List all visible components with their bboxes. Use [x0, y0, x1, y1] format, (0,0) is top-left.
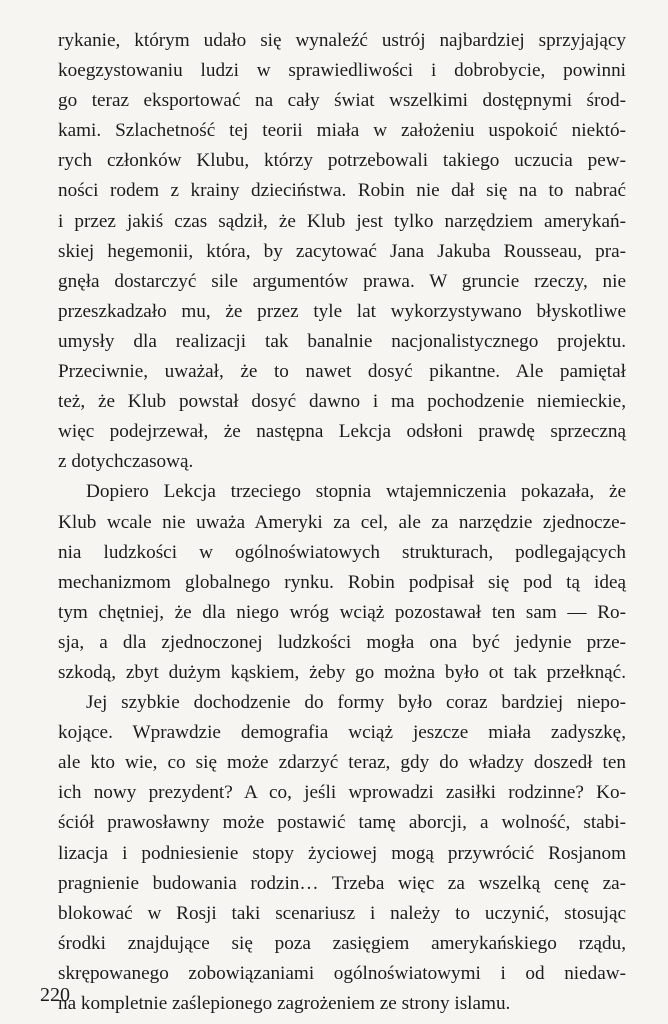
text-line: sja, a dla zjednoczonej ludzkości mogła ona być jedynie prze- [58, 631, 626, 653]
text-line: skrępowanego zobowiązaniami ogólnoświatowymi i od niedaw- [58, 962, 626, 984]
text-line: skiej hegemonii, która, by zacytować Jana Jakuba Rousseau, pra- [58, 240, 626, 262]
text-line: tym chętniej, że dla niego wróg wciąż pozostawał ten sam — Ro- [58, 601, 626, 623]
text-line: mechanizmom globalnego rynku. Robin podpisał się pod tą ideą [58, 571, 626, 593]
text-line: ich nowy prezydent? A co, jeśli wprowadzi zasiłki rodzinne? Ko- [58, 782, 626, 804]
text-line: go teraz eksportować na cały świat wszelkimi dostępnymi środ- [58, 90, 626, 112]
text-line: Dopiero Lekcja trzeciego stopnia wtajemniczenia pokazała, że [86, 481, 626, 503]
text-line: szkodą, zbyt dużym kąskiem, żeby go można było ot tak przełknąć. [58, 661, 626, 683]
text-line: rych członków Klubu, którzy potrzebowali takiego uczucia pew- [58, 150, 626, 172]
text-line: też, że Klub powstał dosyć dawno i ma pochodzenie niemieckie, [58, 391, 626, 413]
text-line: Przeciwnie, uważał, że to nawet dosyć pikantne. Ale pamiętał [58, 361, 626, 383]
text-line: lizacja i podniesienie stopy życiowej mogą przywrócić Rosjanom [58, 842, 626, 864]
text-line: kojące. Wprawdzie demografia wciąż jeszcze miała zadyszkę, [58, 722, 626, 744]
paragraph [58, 26, 626, 477]
text-line: ściół prawosławny może postawić tamę aborcji, a wolność, stabi- [58, 812, 626, 834]
body-text [58, 26, 626, 1019]
text-line: Jej szybkie dochodzenie do formy było coraz bardziej niepo- [86, 692, 626, 714]
text-line: gnęła dostarczyć sile argumentów prawa. W gruncie rzeczy, nie [58, 270, 626, 292]
text-line: więc podejrzewał, że następna Lekcja odsłoni prawdę sprzeczną [58, 421, 626, 443]
paragraph [58, 688, 626, 1019]
text-line: pragnienie budowania rodzin… Trzeba więc za wszelką cenę za- [58, 872, 626, 894]
page-number: 220 [40, 984, 70, 1006]
text-line: ale kto wie, co się może zdarzyć teraz, gdy do władzy doszedł ten [58, 752, 626, 774]
text-line: środki znajdujące się poza zasięgiem amerykańskiego rządu, [58, 932, 626, 954]
text-line: koegzystowaniu ludzi w sprawiedliwości i dobrobycie, powinni [58, 60, 626, 82]
text-line: na kompletnie zaślepionego zagrożeniem ze strony islamu. [58, 993, 511, 1014]
text-line: Klub wcale nie uważa Ameryki za cel, ale za narzędzie zjednocze- [58, 511, 626, 533]
text-line: przeszkadzało mu, że przez tyle lat wykorzystywano błyskotliwe [58, 300, 626, 322]
paragraph [58, 477, 626, 688]
text-line: nia ludzkości w ogólnoświatowych strukturach, podlegających [58, 541, 626, 563]
text-line: kami. Szlachetność tej teorii miała w założeniu uspokoić niektó- [58, 120, 626, 142]
text-line: i przez jakiś czas sądził, że Klub jest tylko narzędziem amerykań- [58, 210, 626, 232]
text-line: blokować w Rosji taki scenariusz i należy to uczynić, stosując [58, 902, 626, 924]
text-line: umysły dla realizacji tak banalnie nacjonalistycznego projektu. [58, 330, 626, 352]
text-line: ności rodem z krainy dzieciństwa. Robin nie dał się na to nabrać [58, 180, 626, 202]
text-line: rykanie, którym udało się wynaleźć ustrój najbardziej sprzyjający [58, 30, 626, 51]
text-line: z dotychczasową. [58, 451, 194, 473]
